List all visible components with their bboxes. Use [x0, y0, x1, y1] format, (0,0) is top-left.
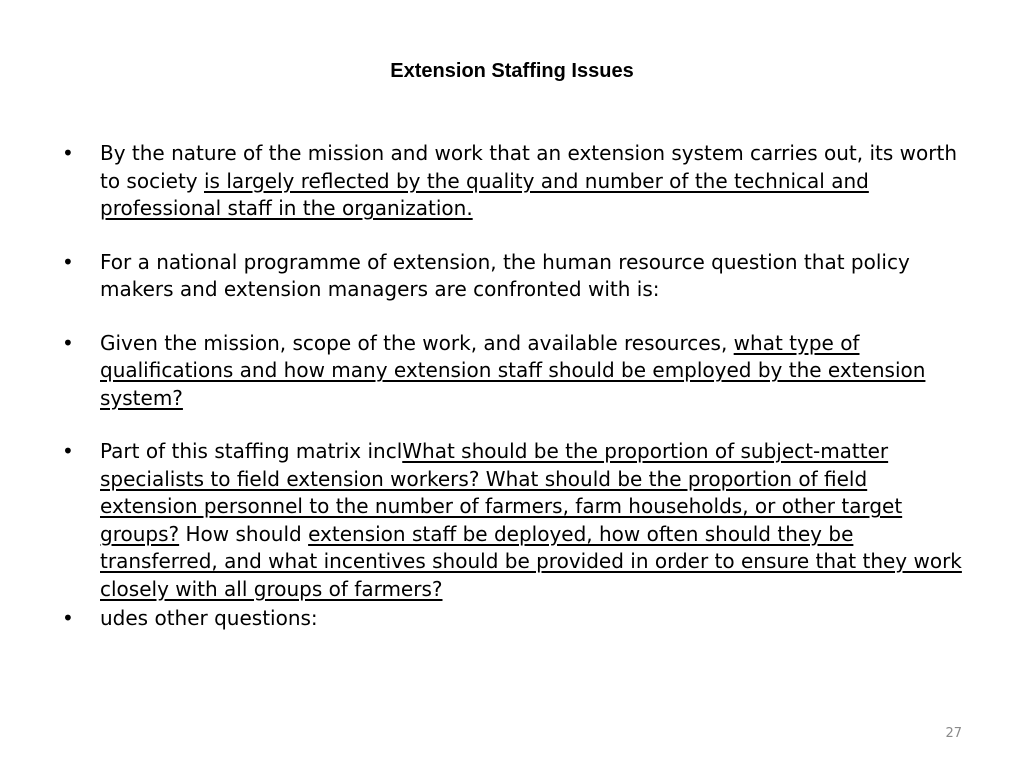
bullet-text: How should [179, 521, 309, 546]
bullet-dot-icon: • [62, 439, 74, 463]
bullet-item [62, 249, 962, 304]
bullet-dot-icon: • [62, 330, 74, 355]
bullet-list [62, 140, 962, 659]
bullet-item [62, 330, 962, 413]
bullet-text: Given the mission, scope of the work, and available resources, [100, 330, 734, 355]
bullet-text: For a national programme of extension, the human resource question that policy makers and extension managers are confronted with is: [100, 249, 910, 301]
bullet-dot-icon: • [62, 141, 74, 165]
bullet-text-underlined: extension staff be deployed, how often should they be transferred, and what incentives should be provided in order to ensure that they work closely with all groups of farmers? [100, 521, 962, 601]
bullet-text: By the nature of the mission and work that an extension system carries out, its worth to society [100, 141, 957, 193]
page-number: 27 [945, 726, 962, 741]
bullet-dot-icon: • [62, 249, 74, 274]
slide-title: Extension Staffing Issues [390, 60, 634, 82]
bullet-text: Part of this staffing matrix incl [100, 439, 403, 463]
bullet-item [62, 605, 962, 633]
bullet-item [62, 438, 962, 603]
bullet-dot-icon: • [62, 606, 74, 630]
bullet-text-underlined: What should be the proportion of subject-matter specialists to field extension workers? What should be the proportion of field extension personnel to the number of farmers, farm households, or other target groups? [100, 439, 903, 546]
bullet-text-underlined: is largely reflected by the quality and number of the technical and professional staff in the organization. [100, 168, 869, 220]
bullet-item [62, 140, 962, 223]
bullet-text: udes other questions: [100, 606, 318, 630]
bullet-text-underlined: what type of qualifications and how many extension staff should be employed by the extension system? [100, 330, 926, 410]
